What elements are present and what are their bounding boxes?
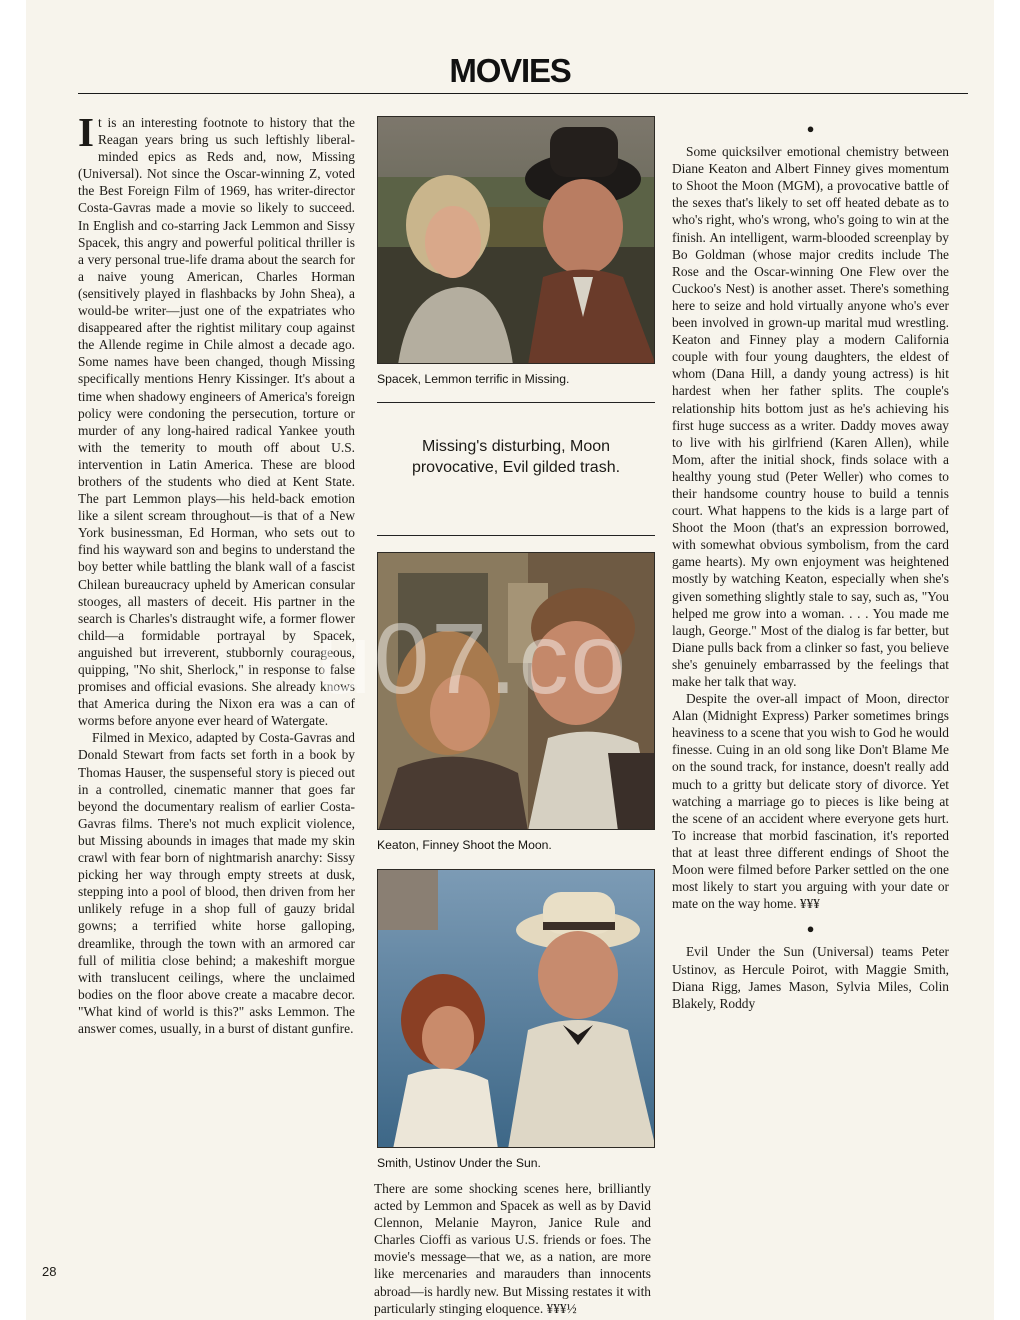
- moon-review-paragraph-2: Despite the over-all impact of Moon, director Alan (Midnight Express) Parker sometimes brings heaviness to a scene that you wish to God he would finesse. Cuing in an old song like Don't Blame Me on the sound track, for instance, doesn't really add much to a gritty but delicate story of divorce. Yet watching a marriage go to pieces is like being at the scene of an accident where everyone gets hurt. To increase that morbid fascination, it's reported that at least three different endings of Shoot the Moon were filmed before Parker settled on the one most likely to start you arguing with your date or mate on the way home. ¥¥¥: [672, 691, 949, 912]
- page-number: 28: [42, 1264, 57, 1279]
- separator-bullet-2: ●: [806, 921, 815, 937]
- photo-moon-caption: Keaton, Finney Shoot the Moon.: [377, 838, 552, 852]
- evil-review-paragraph-1: Evil Under the Sun (Universal) teams Peter Ustinov, as Hercule Poirot, with Maggie Smith, Diana Rigg, James Mason, Sylvia Miles, Colin Blakely, Roddy: [672, 944, 949, 1011]
- photo-smith-ustinov-image: [378, 870, 655, 1148]
- photo-missing-figure: [377, 116, 655, 386]
- missing-review-paragraph-3: There are some shocking scenes here, brilliantly acted by Lemmon and Spacek as well as by David Clennon, Melanie Mayron, Janice Rule and Charles Cioffi as various U.S. friends or foes. The movie's message—that we, as a nation, are more like mercenaries and marauders than innocents abroad—is hardly new. But Missing restates it with particularly stinging eloquence. ¥¥¥½: [374, 1181, 651, 1316]
- moon-review-paragraph-1: Some quicksilver emotional chemistry between Diane Keaton and Albert Finney gives momentum to Shoot the Moon (MGM), a provocative battle of the sexes that's likely to set off heated debate as to who's right, who's wrong, who's going to win at the finish. An intelligent, warm-blooded screenplay by Bo Goldman (whose major credits include The Rose and the Oscar-winning One Flew over the Cuckoo's Nest) is another asset. There's something here to seize and hold virtually anyone who's ever been involved in grown-up marital mud wrestling. Keaton and Finney play a modern California couple with four young daughters, the eldest of whom (Dana Hill, a dandy young actress) is hit hardest when her father splits. The couple's relationship hits bottom just as he's achieving his first huge success as a writer. Daddy moves away to live with his girlfriend (Karen Allen), while Mom, after the initial shock, finds solace with a healthy young stud (Peter Weller) who comes to their handsome country house to build a tennis court. What happens to the kids is a large part of Shoot the Moon (that's an expression borrowed, with somewhat obvious symbolism, from the card game hearts). My own enjoyment was heightened mostly by watching Keaton, especially when she's given something slightly stale to say, such as, "You helped me grow into a woman. . . . You made me laugh, George." Most of the dialog is far better, but Diane pulls back from a clinker so fast, you believe she's genuinely embarrassed by the feelings that make her talk that way.: [672, 144, 949, 689]
- column-3: [672, 118, 949, 1012]
- photo-evil-caption: Smith, Ustinov Under the Sun.: [377, 1156, 541, 1170]
- magazine-page: [26, 0, 994, 1320]
- section-title: MOVIES: [449, 52, 571, 89]
- separator-bullet-1: ●: [806, 121, 815, 136]
- photo-smith-ustinov: [377, 869, 655, 1148]
- missing-review-paragraph-1: It is an interesting footnote to history that the Reagan years bring us such leftishly liberal-minded epics as Reds and, now, Missing (Universal). Not since the Oscar-winning Z, voted the Best Foreign Film of 1969, has writer-director Costa-Gavras made a movie so likely to succeed. In English and co-starring Jack Lemmon and Sissy Spacek, this angry and powerful political thriller is a very personal true-life drama about the search for a naive young American, Charles Horman (sensitively played in flashbacks by John Shea), a would-be writer—just one of the expatriates who disappeared after the rightist military coup against the Allende regime in Chile almost a decade ago. Some names have been changed, though Missing specifically mentions Henry Kissinger. It's about a time when shadowy engineers of America's foreign policy were condoning the persecution, torture or murder of any long-haired radical Yankee youth with the temerity to mouth off about U.S. intervention in Latin America. These are blood brothers of the students who died at Kent State. The part Lemmon plays—his held-back emotion like a silent scream throughout—is that of a New York businessman, Ed Horman, who sets out to find his wayward son and begins to understand the boy better while battling the blank wall of a fascist Chilean bureaucracy upheld by American consular stooges, all masters of deceit. His partner in the search is Charles's distraught wife, a former flower child—a formidable portrayal by Spacek, anguished but irreverent, stubbornly courageous, quipping, "No shit, Sherlock," in response to false promises and official evasions. She already knows that America during the Nixon era was a can of worms before anyone ever heard of Watergate.: [78, 109, 355, 729]
- column-2: [374, 1180, 651, 1317]
- photo-keaton-finney: [377, 552, 655, 830]
- photo-evil-figure: [377, 869, 655, 1170]
- missing-review-paragraph-2: Filmed in Mexico, adapted by Costa-Gavras and Donald Stewart from facts set forth in a book by Thomas Hauser, the suspenseful story is pieced out in a controlled, cinematic manner that goes far beyond the documentary realism of earlier Costa-Gavras films. There's not much explicit violence, but Missing abounds in images that made my skin crawl with fear born of nightmarish anarchy: Sissy picking her way through empty streets at dusk, stepping into a pool of blood, then driven from her unlikely refuge in a shop full of gauzy bridal gowns; a terrified white horse galloping, dreamlike, through the town with an armored car full of militia close behind; a makeshift morgue with translucent ceilings, where the unclaimed bodies on the floor above create a macabre decor. "What kind of world is this?" asks Lemmon. The answer comes, usually, in a burst of distant gunfire.: [78, 730, 355, 1036]
- pull-quote: Missing's disturbing, Moon provocative, Evil gilded trash.: [411, 438, 621, 476]
- pullquote-rule-bottom: [377, 535, 655, 536]
- photo-moon-figure: [377, 552, 655, 852]
- watermark: u07.co: [316, 603, 629, 715]
- pullquote-rule-top: [377, 402, 655, 403]
- photo-spacek-lemmon-image: [378, 117, 655, 364]
- photo-spacek-lemmon: [377, 116, 655, 364]
- photo-keaton-finney-image: [378, 553, 655, 830]
- title-rule: [78, 93, 968, 94]
- column-1: [78, 109, 355, 1037]
- photo-missing-caption: Spacek, Lemmon terrific in Missing.: [377, 372, 570, 386]
